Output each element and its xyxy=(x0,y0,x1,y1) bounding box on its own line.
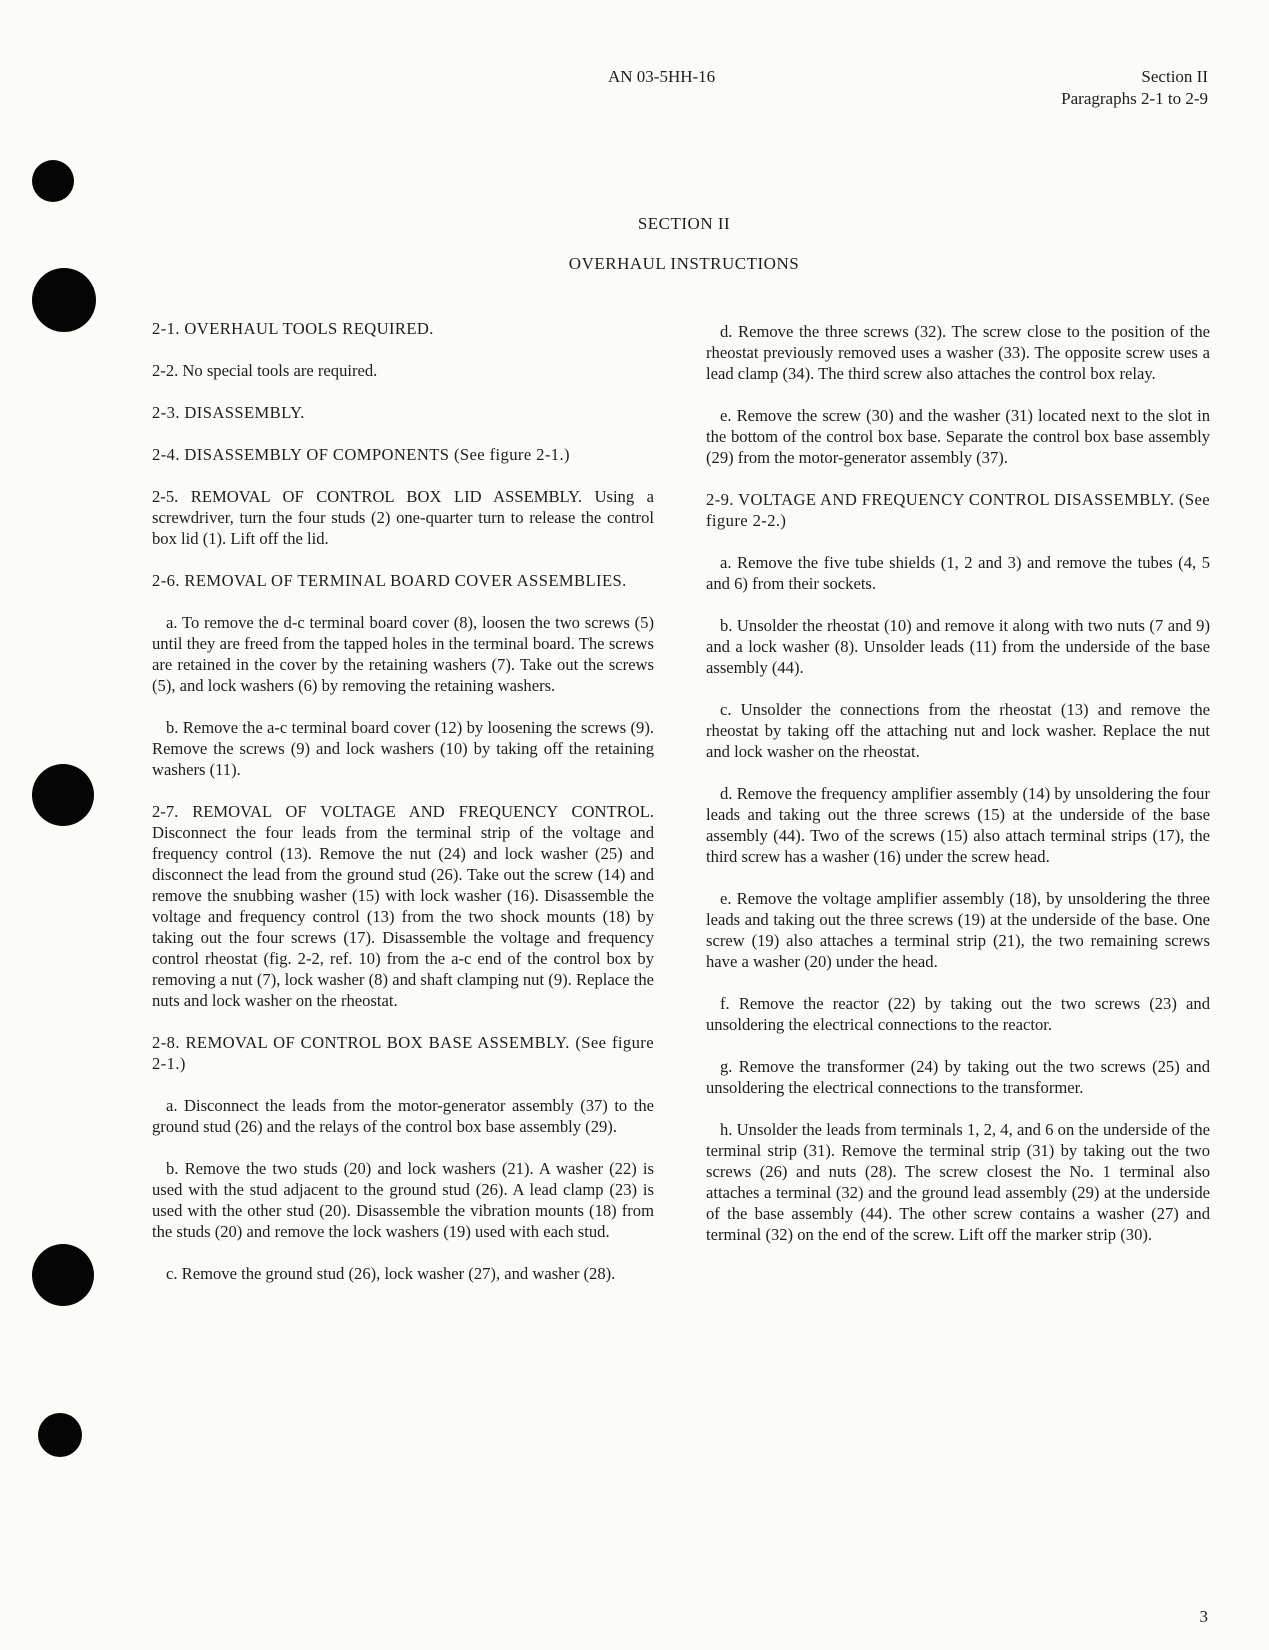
binder-hole xyxy=(38,1413,82,1457)
paragraph: h. Unsolder the leads from terminals 1, 2, 4, and 6 on the underside of the terminal strip (31). Remove the terminal strip (31) by taking out the two screws (26) and nuts (28). The screw closest the No. 1 terminal also attaches a terminal (32) and the ground lead assembly (29) at the underside of the base assembly (44). The other screw contains a washer (27) and terminal (32) on the end of the screw. Lift off the marker strip (30). xyxy=(706,1120,1210,1244)
paragraph: g. Remove the transformer (24) by taking out the two screws (25) and unsoldering the electrical connections to the transformer. xyxy=(706,1057,1210,1097)
left-column xyxy=(152,318,654,1305)
paragraph: d. Remove the three screws (32). The screw close to the position of the rheostat previously removed uses a washer (33). The opposite screw uses a lead clamp (34). The third screw also attaches the control box relay. xyxy=(706,322,1210,383)
right-column xyxy=(706,321,1210,1266)
binder-hole xyxy=(32,268,96,332)
paragraph: e. Remove the screw (30) and the washer (31) located next to the slot in the bottom of the control box base. Separate the control box base assembly (29) from the motor-generator assembly (37). xyxy=(706,406,1210,467)
section-label: Section II xyxy=(1141,67,1208,86)
paragraph: b. Remove the two studs (20) and lock washers (21). A washer (22) is used with the stud adjacent to the ground stud (26). A lead clamp (23) is used with the other stud (20). Disassemble the vibration mounts (18) from the studs (20) and remove the lock washers (19) used with each stud. xyxy=(152,1159,654,1241)
paragraph: 2-7. REMOVAL OF VOLTAGE AND FREQUENCY CONTROL. Disconnect the four leads from the terminal strip of the voltage and frequency control (13). Remove the nut (24) and lock washer (25) and disconnect the lead from the ground stud (26). Take out the screw (14) and remove the snubbing washer (15) with lock washer (16). Disassemble the voltage and frequency control (13) from the two shock mounts (18) by taking out the four screws (17). Disassemble the voltage and frequency control rheostat (fig. 2-2, ref. 10) from the a-c end of the control box by removing a nut (7), lock washer (8) and shaft clamping nut (9). Replace the nuts and lock washer on the rheostat. xyxy=(152,802,654,1010)
paragraph: a. Remove the five tube shields (1, 2 and 3) and remove the tubes (4, 5 and 6) from their sockets. xyxy=(706,553,1210,593)
binder-hole xyxy=(32,160,74,202)
paragraph: d. Remove the frequency amplifier assembly (14) by unsoldering the four leads and taking out the three screws (15) at the underside of the base assembly (44). Two of the screws (15) also attach terminal strips (17), the third screw has a washer (16) under the screw head. xyxy=(706,784,1210,866)
paragraph: 2-1. OVERHAUL TOOLS REQUIRED. xyxy=(152,319,434,338)
section-subtitle: OVERHAUL INSTRUCTIONS xyxy=(568,254,800,273)
paragraph: 2-5. REMOVAL OF CONTROL BOX LID ASSEMBLY. Using a screwdriver, turn the four studs (2) one-quarter turn to release the control box lid (1). Lift off the lid. xyxy=(152,487,654,548)
paragraph: 2-9. VOLTAGE AND FREQUENCY CONTROL DISASSEMBLY. (See figure 2-2.) xyxy=(706,490,1210,530)
binder-hole xyxy=(32,764,94,826)
paragraph: c. Remove the ground stud (26), lock washer (27), and washer (28). xyxy=(166,1264,616,1283)
paragraph: a. Disconnect the leads from the motor-generator assembly (37) to the ground stud (26) and the relays of the control box base assembly (29). xyxy=(152,1096,654,1136)
paragraph: 2-3. DISASSEMBLY. xyxy=(152,403,305,422)
paragraph: b. Unsolder the rheostat (10) and remove it along with two nuts (7 and 9) and a lock washer (8). Unsolder leads (11) from the underside of the base assembly (44). xyxy=(706,616,1210,677)
paragraph: a. To remove the d-c terminal board cover (8), loosen the two screws (5) until they are freed from the tapped holes in the terminal board. The screws are retained in the cover by the retaining washers (7). Take out the screws (5), and lock washers (6) by removing the retaining washers. xyxy=(152,613,654,695)
paragraph: c. Unsolder the connections from the rheostat (13) and remove the rheostat by taking off the attaching nut and lock washer. Replace the nut and lock washer on the rheostat. xyxy=(706,700,1210,761)
paragraph-range: Paragraphs 2-1 to 2-9 xyxy=(1061,89,1208,108)
document-id: AN 03-5HH-16 xyxy=(608,67,716,86)
paragraph: b. Remove the a-c terminal board cover (12) by loosening the screws (9). Remove the screws (9) and lock washers (10) by taking off the retaining washers (11). xyxy=(152,718,654,779)
page-number: 3 xyxy=(1199,1607,1208,1626)
paragraph: e. Remove the voltage amplifier assembly (18), by unsoldering the three leads and taking out the three screws (19) at the underside of the base. One screw (19) also attaches a terminal strip (21), the two remaining screws have a washer (20) under the head. xyxy=(706,889,1210,971)
section-title: SECTION II xyxy=(637,214,731,233)
paragraph: f. Remove the reactor (22) by taking out the two screws (23) and unsoldering the electrical connections to the reactor. xyxy=(706,994,1210,1034)
paragraph: 2-8. REMOVAL OF CONTROL BOX BASE ASSEMBLY. (See figure 2-1.) xyxy=(152,1033,654,1073)
binder-hole xyxy=(32,1244,94,1306)
paragraph: 2-6. REMOVAL OF TERMINAL BOARD COVER ASSEMBLIES. xyxy=(152,571,627,590)
paragraph: 2-4. DISASSEMBLY OF COMPONENTS (See figure 2-1.) xyxy=(152,445,570,464)
paragraph: 2-2. No special tools are required. xyxy=(152,361,378,380)
